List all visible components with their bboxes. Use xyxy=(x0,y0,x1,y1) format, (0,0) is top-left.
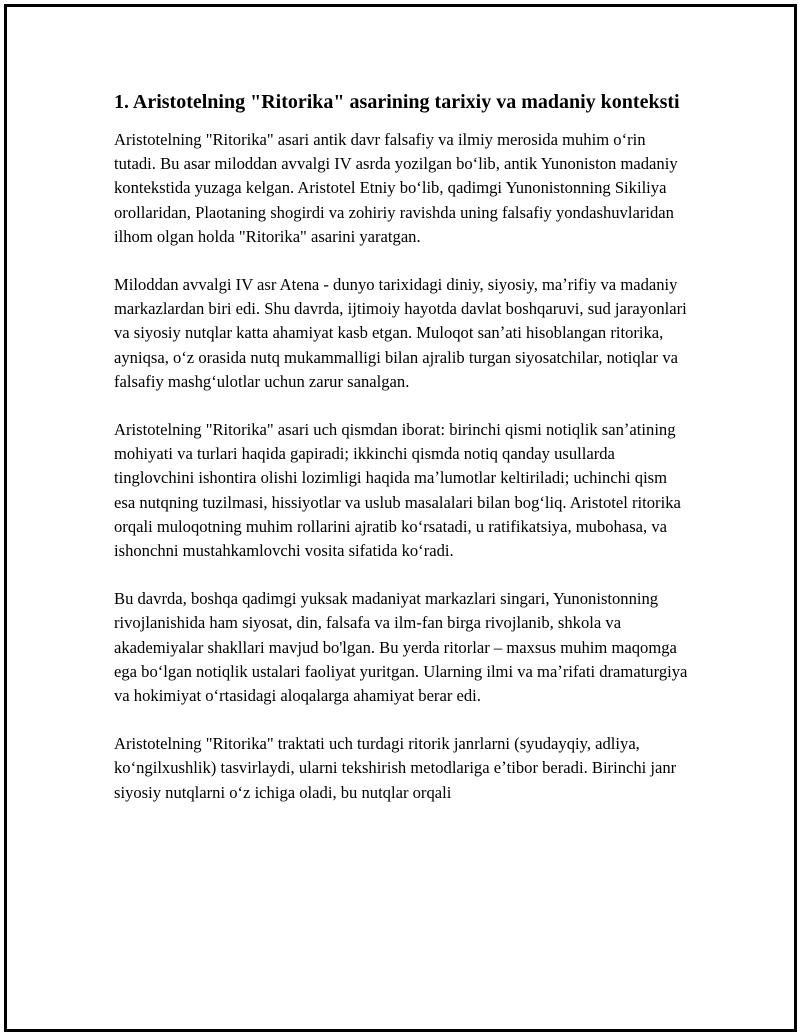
section-heading: 1. Aristotelning "Ritorika" asarining tarixiy va madaniy konteksti xyxy=(114,91,680,113)
paragraph-3: Aristotelning "Ritorika" asari uch qismdan iborat: birinchi qismi notiqlik sanʼatining mohiyati va turlari haqida gapiradi; ikkinchi qismda notiq qanday usullarda tinglovchini ishontira olishi lozimligi haqida maʼlumotlar keltiriladi; uchinchi qism esa nutqning tuzilmasi, hissiyotlar va uslub masalalari bilan bogʻliq. Aristotel ritorika orqali muloqotning muhim rollarini ajratib koʻrsatadi, u ratifikatsiya, mubohasa, va ishonchni mustahkamlovchi vosita sifatida koʻradi. xyxy=(114,420,681,561)
paragraph-1: Aristotelning "Ritorika" asari antik davr falsafiy va ilmiy merosida muhim oʻrin tutadi. Bu asar miloddan avvalgi IV asrda yozilgan boʻlib, antik Yunoniston madaniy kontekstida yuzaga kelgan. Aristotel Etniy boʻlib, qadimgi Yunonistonning Sikiliya orollaridan, Plaotaning shogirdi va zohiriy ravishda uning falsafiy yondashuvlaridan ilhom olgan holda "Ritorika" asarini yaratgan. xyxy=(114,130,678,246)
paragraph-2: Miloddan avvalgi IV asr Atena - dunyo tarixidagi diniy, siyosiy, maʼrifiy va madaniy markazlardan biri edi. Shu davrda, ijtimoiy hayotda davlat boshqaruvi, sud jarayonlari va siyosiy nutqlar katta ahamiyat kasb etgan. Muloqot sanʼati hisoblangan ritorika, ayniqsa, oʻz orasida nutq mukammalligi bilan ajralib turgan siyosatchilar, notiqlar va falsafiy mashgʻulotlar uchun zarur sanalgan. xyxy=(114,275,687,391)
paragraph-4: Bu davrda, boshqa qadimgi yuksak madaniyat markazlari singari, Yunonistonning rivojlanishida ham siyosat, din, falsafa va ilm-fan birga rivojlanib, shkola va akademiyalar shakllari mavjud bo'lgan. Bu yerda ritorlar – maxsus muhim maqomga ega boʻlgan notiqlik ustalari faoliyat yuritgan. Ularning ilmi va maʼrifati dramaturgiya va hokimiyat oʻrtasidagi aloqalarga ahamiyat berar edi. xyxy=(114,589,688,706)
paragraph-5: Aristotelning "Ritorika" traktati uch turdagi ritorik janrlarni (syudayqiy, adliya, koʻngilxushlik) tasvirlaydi, ularni tekshirish metodlariga eʼtibor beradi. Birinchi janr siyosiy nutqlarni oʻz ichiga oladi, bu nutqlar orqali xyxy=(114,734,677,802)
document-body xyxy=(114,88,690,829)
